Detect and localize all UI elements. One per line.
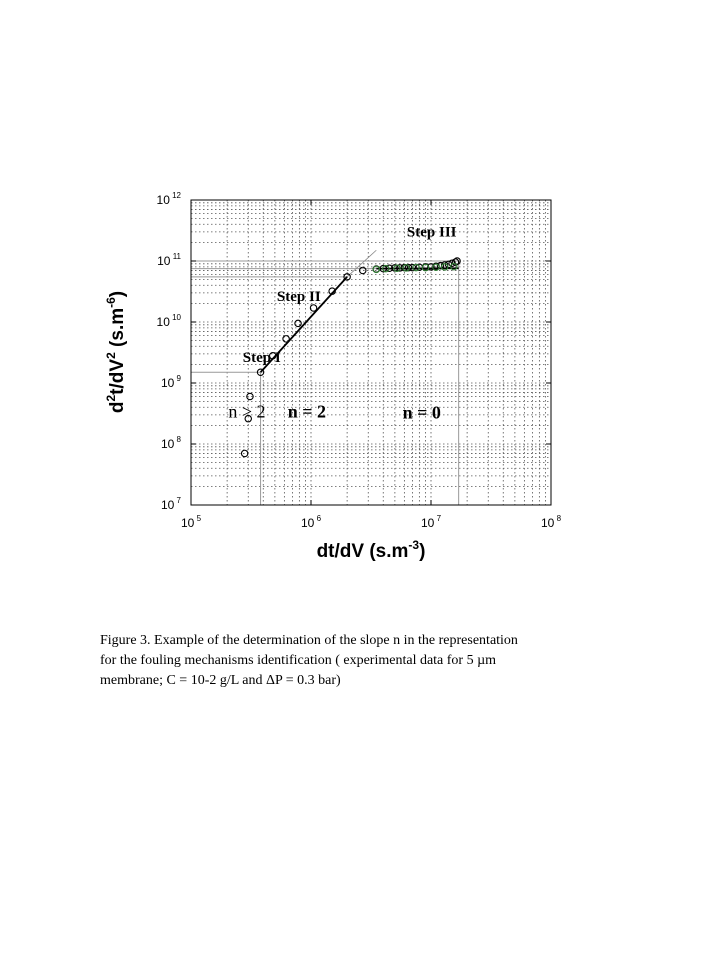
caption-line-3: membrane; C = 10-2 g/L and ΔP = 0.3 bar) (100, 673, 341, 688)
y-tick-label: 10 $^9$ (160, 374, 181, 390)
y-tick-label: 10 $^7$ (160, 496, 181, 512)
y-tick-label: 10 $^{12}$ (156, 191, 181, 207)
x-axis-title: dt/dV $(s.m^{-3})$ (316, 538, 426, 562)
slope-annotation: n > 2 (228, 401, 266, 422)
caption-line-2: for the fouling mechanisms identification ( experimental data for 5 µm (100, 653, 497, 668)
x-tick-label: 10 $^5$ (180, 514, 202, 530)
step-annotation: Step III (406, 224, 457, 241)
caption-line-1: Figure 3. Example of the determination of the slope n in the representation (100, 633, 518, 648)
y-tick-label: 10 $^8$ (160, 435, 181, 451)
x-tick-label: 10 $^8$ (540, 514, 562, 530)
y-axis-title: $d^2t/dV^2$ $(s.m^{-6})$ (104, 290, 128, 414)
x-tick-label: 10 $^7$ (420, 514, 442, 530)
x-tick-label: 10 $^6$ (300, 514, 322, 530)
step-annotation: Step II (276, 289, 321, 306)
slope-annotation: n = 0 (402, 402, 441, 423)
y-tick-label: 10 $^{11}$ (157, 252, 181, 268)
step-annotation: Step I (242, 350, 281, 367)
y-tick-label: 10 $^{10}$ (156, 313, 181, 329)
figure-caption (100, 631, 600, 691)
slope-annotation: n = 2 (287, 401, 327, 422)
